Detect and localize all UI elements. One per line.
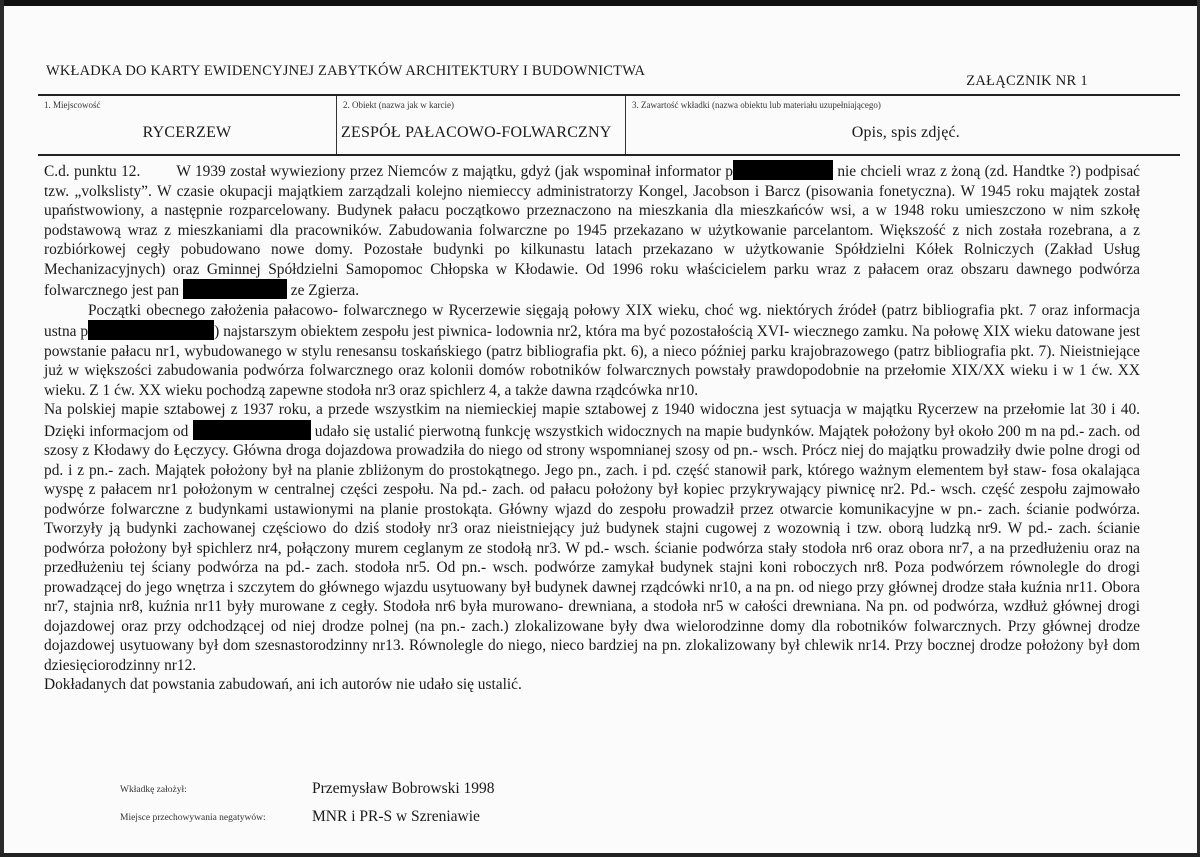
paragraph-2-text-a: Początki obecnego założenia pałacowo- folwarcznego w Rycerzewie sięgają połowy XIX wieku, choć wg. niektórych źródeł (patrz bibliografia pkt. 7 oraz informacja ustna p [44,301,1140,340]
field-locality [38,96,337,154]
redaction-block [183,279,287,299]
paragraph-4: Dokładanych dat powstania zabudowań, ani ich autorów nie udało się ustalić. [44,676,522,693]
redaction-block [193,420,311,440]
scan-edge-bottom [0,853,1200,857]
storage-value: MNR i PR-S w Szreniawie [312,808,480,825]
field-contents-value: Opis, spis zdjęć. [851,124,960,141]
field-object-value: ZESPÓŁ PAŁACOWO-FOLWARCZNY [341,124,612,141]
scan-edge-left [0,0,4,857]
scan-edge-top [0,0,1200,6]
paragraph-1-text-c: ze Zgierza. [290,282,360,299]
header-form-table [38,94,1180,156]
paragraph-1-text-a: W 1939 został wywieziony przez Niemców z majątku, gdyż (jak wspominał informator p [176,163,733,180]
author-label: Wkładkę założył: [120,785,187,795]
paragraph-2 [44,301,1140,401]
field-contents [626,96,1180,154]
field-contents-label: 3. Zawartość wkładki (nazwa obiektu lub materiału uzupełniającego) [632,100,881,110]
storage-label: Miejsce przechowywania negatywów: [120,813,266,823]
paragraph-1-text-b: nie chcieli wraz z żoną (zd. Handtke ?) podpisać tzw. „volkslisty”. W czasie okupacji majątkiem zarządzali kolejno niemieccy administratorzy Kongel, Jacobson i Barcz (pisowania fonetyczna). W 1945 roku majątek został upaństwowiony, a następnie rozparcelowany. Budynek pałacu początkowo przeznaczono na mieszkania dla mieszkańców wsi, a w 1948 roku umieszczono w nim szkołę podstawową wraz z mieszkaniami dla pracowników. Zabudowania folwarczne po 1945 przekazano w użytkowanie parcelantom. Większość z nich została rozebrana, a z rozbiórkowej cegły pobudowano nowe domy. Pozostałe budynki po kilkunastu latach przekazano w użytkowanie Spółdzielni Kółek Rolniczych (Zakład Usług Mechanizacyjnych) oraz Gminnej Spółdzielni Samopomoc Chłopska w Kłodawie. Od 1996 roku właścicielem parku wraz z pałacem oraz obszaru dawnego podwórza folwarcznego jest pan [44,163,1140,299]
paragraph-1 [44,160,1140,301]
redaction-block [88,320,214,340]
author-value: Przemysław Bobrowski 1998 [312,780,495,797]
paragraph-3-text-a: Na polskiej mapie sztabowej z 1937 roku, a przede wszystkim na niemieckiej mapie sztabowej z 1940 widoczna jest sytuacja w majątku Rycerzew na przełomie lat 30 i 40. Dzięki informacjom od [44,401,1140,440]
field-locality-value: RYCERZEW [142,124,232,141]
paragraph-2-text-b: ) najstarszym obiektem zespołu jest piwnica- lodownia nr2, która ma być pozostałością XVI- wiecznego zamku. Na połowę XIX wieku datowane jest powstanie pałacu nr1, wybudowanego w stylu renesansu toskańskiego (patrz bibliografia pkt. 6), a nieco później parku krajobrazowego (patrz bibliografia pkt. 7). Nieistniejące już w większości zabudowania podwórza folwarcznego oraz kolonii domów robotników folwarcznych powstały prawdopodobnie na przełomie XIX/XX wieku i w 1 ćw. XX wieku. Z 1 ćw. XX wieku pochodzą zapewne stodoła nr3 oraz spichlerz 4, a także dawna rządcówka nr10. [44,323,1140,399]
field-object-label: 2. Obiekt (nazwa jak w karcie) [343,100,454,110]
description-body [44,160,1140,695]
paragraph-3-text-b: udało się ustalić pierwotną funkcję wszystkich widocznych na mapie budynków. Majątek położony był około 200 m na pd.- zach. od szosy z Kłodawy do Łęczycy. Główna droga dojazdowa prowadziła do niego od strony wspomnianej szosy od pn.- wsch. Prócz niej do majątku prowadziły dwie polne drogi od pd. i z pn.- zach. Majątek położony był na planie zbliżonym do prostokątnego. Jego pn., zach. i pd. część stanowił park, którego ważnym elementem był staw- fosa okalająca wyspę z pałacem nr1 położonym w centralnej części zespołu. Na pd.- zach. od pałacu położony był kopiec przykrywający piwnicę nr2. Pd.- wsch. część zespołu zajmowało podwórze folwarczne z budynkami ustawionymi na planie prostokąta. Główny wjazd do zespołu prowadził przez otwarcie komunikacyjne w pn.- zach. ścianie podwórza. Tworzyły ją budynki zachowanej częściowo do dziś stodoły nr3 oraz nieistniejący już budynek stajni cugowej z wozownią i tzw. oborą ludzką nr9. W pd.- zach. ścianie podwórza położony był spichlerz nr4, połączony murem ceglanym ze stodołą nr3. W pd.- wsch. ścianie podwórza stały stodoła nr6 oraz obora nr7, a na przedłużeniu oraz na przedłużeniu tej ściany podwórza na pd.- zach. stodoła nr5. Od pn.- wsch. podwórze zamykał budynek stajni koni roboczych nr8. Poza podwórzem równolegle do drogi prowadzącej do jego wnętrza i szczytem do głównego wjazdu usytuowany był budynek dawnej rządcówki nr10, a na pn. od niego przy głównej drodze stała kuźnia nr11. Obora nr7, stajnia nr8, kuźnia nr11 były murowane z cegły. Stodoła nr6 była murowano- drewniana, a stodoła nr5 w całości drewniana. Na pn. od podwórza, wzdłuż głównej drogi dojazdowej oraz przy odchodzącej od niej drodze polnej (na pn.- zach.) zlokalizowane były dwa wielorodzinne domy dla robotników folwarcznych. Przy głównej drodze dojazdowej usytuowany był dom szesnastorodzinny nr13. Równolegle do niego, nieco bardziej na pn. zlokalizowany był chlewik nr14. Przy bocznej drodze położony był dom dziesięciorodzinny nr12. [44,422,1140,674]
field-locality-label: 1. Miejscowość [44,100,101,110]
annex-number: ZAŁĄCZNIK NR 1 [966,73,1088,89]
document-title: WKŁADKA DO KARTY EWIDENCYJNEJ ZABYTKÓW ARCHITEKTURY I BUDOWNICTWA [46,63,646,79]
paragraph-3 [44,400,1140,675]
paragraph-1-lead: C.d. punktu 12. [44,163,141,180]
redaction-block [733,160,833,180]
field-object [337,96,626,154]
